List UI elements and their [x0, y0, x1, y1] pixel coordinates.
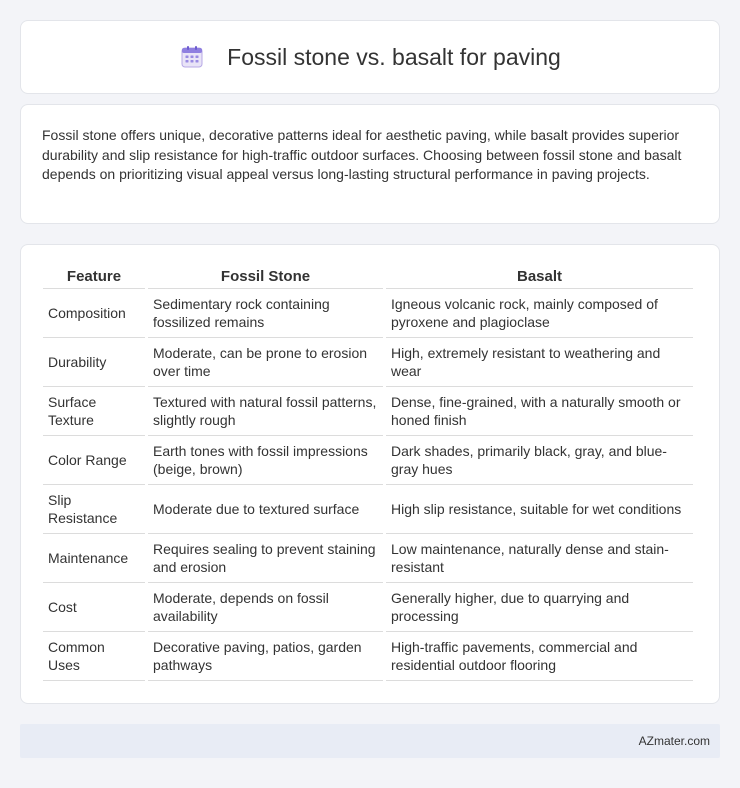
table-row [43, 436, 693, 485]
intro-card [20, 104, 720, 224]
intro-paragraph: Fossil stone offers unique, decorative patterns ideal for aesthetic paving, while basalt provides superior durability and slip resistance for high-traffic outdoor surfaces. Choosing between fossil stone and basalt depends on prioritizing visual appeal versus long-lasting structural performance in paving projects. [42, 127, 682, 182]
basalt-cell: High slip resistance, suitable for wet conditions [386, 485, 693, 534]
fossil-stone-cell: Sedimentary rock containing fossilized remains [148, 289, 383, 338]
fossil-stone-cell: Moderate, can be prone to erosion over time [148, 338, 383, 387]
comparison-card [20, 244, 720, 704]
table-row [43, 583, 693, 632]
basalt-cell: Generally higher, due to quarrying and processing [386, 583, 693, 632]
basalt-cell: High, extremely resistant to weathering and wear [386, 338, 693, 387]
feature-cell: Composition [43, 289, 145, 338]
fossil-stone-cell: Moderate, depends on fossil availability [148, 583, 383, 632]
feature-cell: Surface Texture [43, 387, 145, 436]
table-row [43, 534, 693, 583]
fossil-stone-cell: Decorative paving, patios, garden pathways [148, 632, 383, 681]
footer-brand[interactable]: AZmater.com [638, 734, 710, 748]
page-title: Fossil stone vs. basalt for paving [227, 43, 561, 70]
footer [20, 724, 720, 758]
feature-cell: Cost [43, 583, 145, 632]
feature-cell: Common Uses [43, 632, 145, 681]
fossil-stone-cell: Requires sealing to prevent staining and erosion [148, 534, 383, 583]
feature-cell: Durability [43, 338, 145, 387]
table-row [43, 387, 693, 436]
comparison-table [40, 265, 696, 681]
fossil-stone-cell: Moderate due to textured surface [148, 485, 383, 534]
title-card [20, 20, 720, 94]
basalt-cell: Dense, fine-grained, with a naturally smooth or honed finish [386, 387, 693, 436]
table-row [43, 338, 693, 387]
feature-cell: Color Range [43, 436, 145, 485]
table-row [43, 632, 693, 681]
basalt-cell: Low maintenance, naturally dense and stain-resistant [386, 534, 693, 583]
table-row [43, 289, 693, 338]
calendar-icon [179, 44, 205, 70]
basalt-cell: Igneous volcanic rock, mainly composed of pyroxene and plagioclase [386, 289, 693, 338]
column-header-fossil-stone: Fossil Stone [148, 265, 383, 289]
basalt-cell: Dark shades, primarily black, gray, and blue-gray hues [386, 436, 693, 485]
feature-cell: Maintenance [43, 534, 145, 583]
fossil-stone-cell: Earth tones with fossil impressions (beige, brown) [148, 436, 383, 485]
table-row [43, 485, 693, 534]
column-header-feature: Feature [43, 265, 145, 289]
feature-cell: Slip Resistance [43, 485, 145, 534]
basalt-cell: High-traffic pavements, commercial and residential outdoor flooring [386, 632, 693, 681]
column-header-basalt: Basalt [386, 265, 693, 289]
fossil-stone-cell: Textured with natural fossil patterns, slightly rough [148, 387, 383, 436]
table-header-row [43, 265, 693, 289]
